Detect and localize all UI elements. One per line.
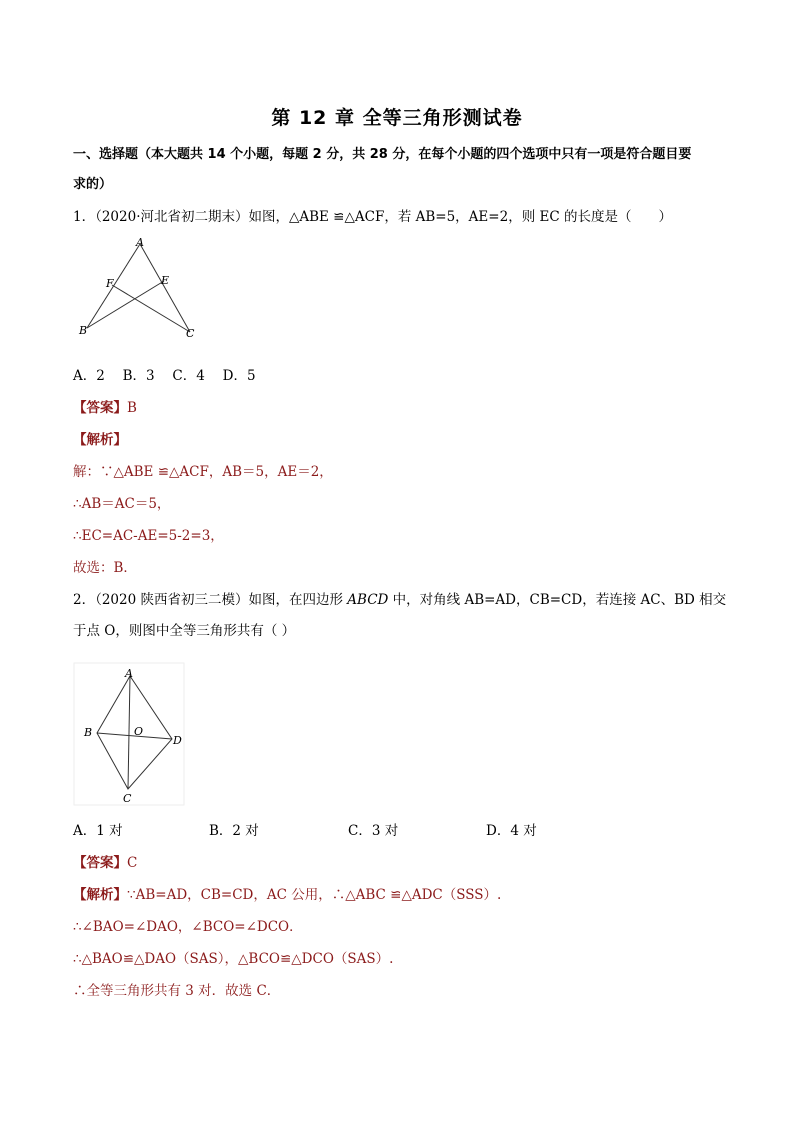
q1-answer-tag: 【答案】 <box>73 400 127 416</box>
q2-analysis-line-4: ∴全等三角形共有 3 对．故选 C． <box>73 983 281 999</box>
q2-diagonal-ac <box>128 676 130 789</box>
q2-label-a: A <box>125 667 133 680</box>
q2-label-c: C <box>123 792 132 805</box>
q1-label-e: E <box>161 274 170 287</box>
q2-figure <box>73 662 185 806</box>
q2-analysis-tag: 【解析】 <box>73 887 127 903</box>
q2-stem <box>73 590 726 610</box>
q1-segment-ac <box>140 244 190 332</box>
q1-analysis-line-4: 故选：B． <box>73 560 137 576</box>
q1-label-a: A <box>136 236 144 249</box>
q2-option-c: C．3 对 <box>348 823 399 839</box>
q1-label-f: F <box>106 277 114 290</box>
q1-answer-line <box>73 398 137 418</box>
q1-analysis-line-2: ∴AB＝AC＝5， <box>73 496 171 512</box>
q2-option-a: A．1 对 <box>73 823 123 839</box>
q1-answer-value: B <box>127 400 137 416</box>
q2-answer-value: C <box>127 855 138 871</box>
q1-segment-cf <box>112 285 190 332</box>
q1-figure <box>75 236 205 344</box>
q1-analysis-line-3: ∴EC=AC-AE=5-2=3， <box>73 528 224 544</box>
q2-analysis-line-2: ∴∠BAO=∠DAO，∠BCO=∠DCO． <box>73 919 303 935</box>
q2-stem-line-2: 于点 O，则图中全等三角形共有（ ） <box>73 623 296 639</box>
q2-stem-pre: 2．（2020 陕西省初三二模）如图，在四边形 <box>73 592 348 608</box>
q2-label-o: O <box>134 725 144 738</box>
q2-stem-post: 中，对角线 AB=AD，CB=CD，若连接 AC、BD 相交 <box>388 592 727 608</box>
q1-analysis-tag: 【解析】 <box>73 432 127 448</box>
q1-options: A．2 B．3 C．4 D．5 <box>73 368 256 384</box>
q2-label-d: D <box>173 734 182 747</box>
q2-stem-var: ABCD <box>347 592 389 608</box>
q2-option-d: D．4 对 <box>486 823 537 839</box>
q1-label-c: C <box>186 327 195 340</box>
q2-analysis-line-3: ∴△BAO≌△DAO（SAS），△BCO≌△DCO（SAS）. <box>73 951 394 967</box>
q2-analysis-line-1: ∵AB=AD，CB=CD，AC 公用，∴△ABC ≌△ADC（SSS）. <box>127 887 502 903</box>
section-heading: 一、选择题（本大题共 14 个小题，每题 2 分，共 28 分，在每个小题的四个选项中只有一项是符合题目要 <box>73 147 692 162</box>
q1-stem: 1．（2020·河北省初二期末）如图，△ABE ≌△ACF，若 AB=5，AE=2，则 EC 的长度是（ ） <box>73 209 672 225</box>
q2-analysis-line-1-row <box>73 885 501 905</box>
q1-label-b: B <box>79 324 88 337</box>
q2-answer-tag: 【答案】 <box>73 855 127 871</box>
q1-analysis-line-1: 解：∵△ABE ≌△ACF，AB＝5，AE＝2， <box>73 464 333 480</box>
q2-label-b: B <box>84 726 93 739</box>
q1-segment-be <box>87 281 164 328</box>
q2-option-b: B．2 对 <box>209 823 259 839</box>
q2-answer-line <box>73 853 137 873</box>
section-heading-cont: 求的） <box>73 177 113 192</box>
page-title: 第 12 章 全等三角形测试卷 <box>271 107 523 129</box>
